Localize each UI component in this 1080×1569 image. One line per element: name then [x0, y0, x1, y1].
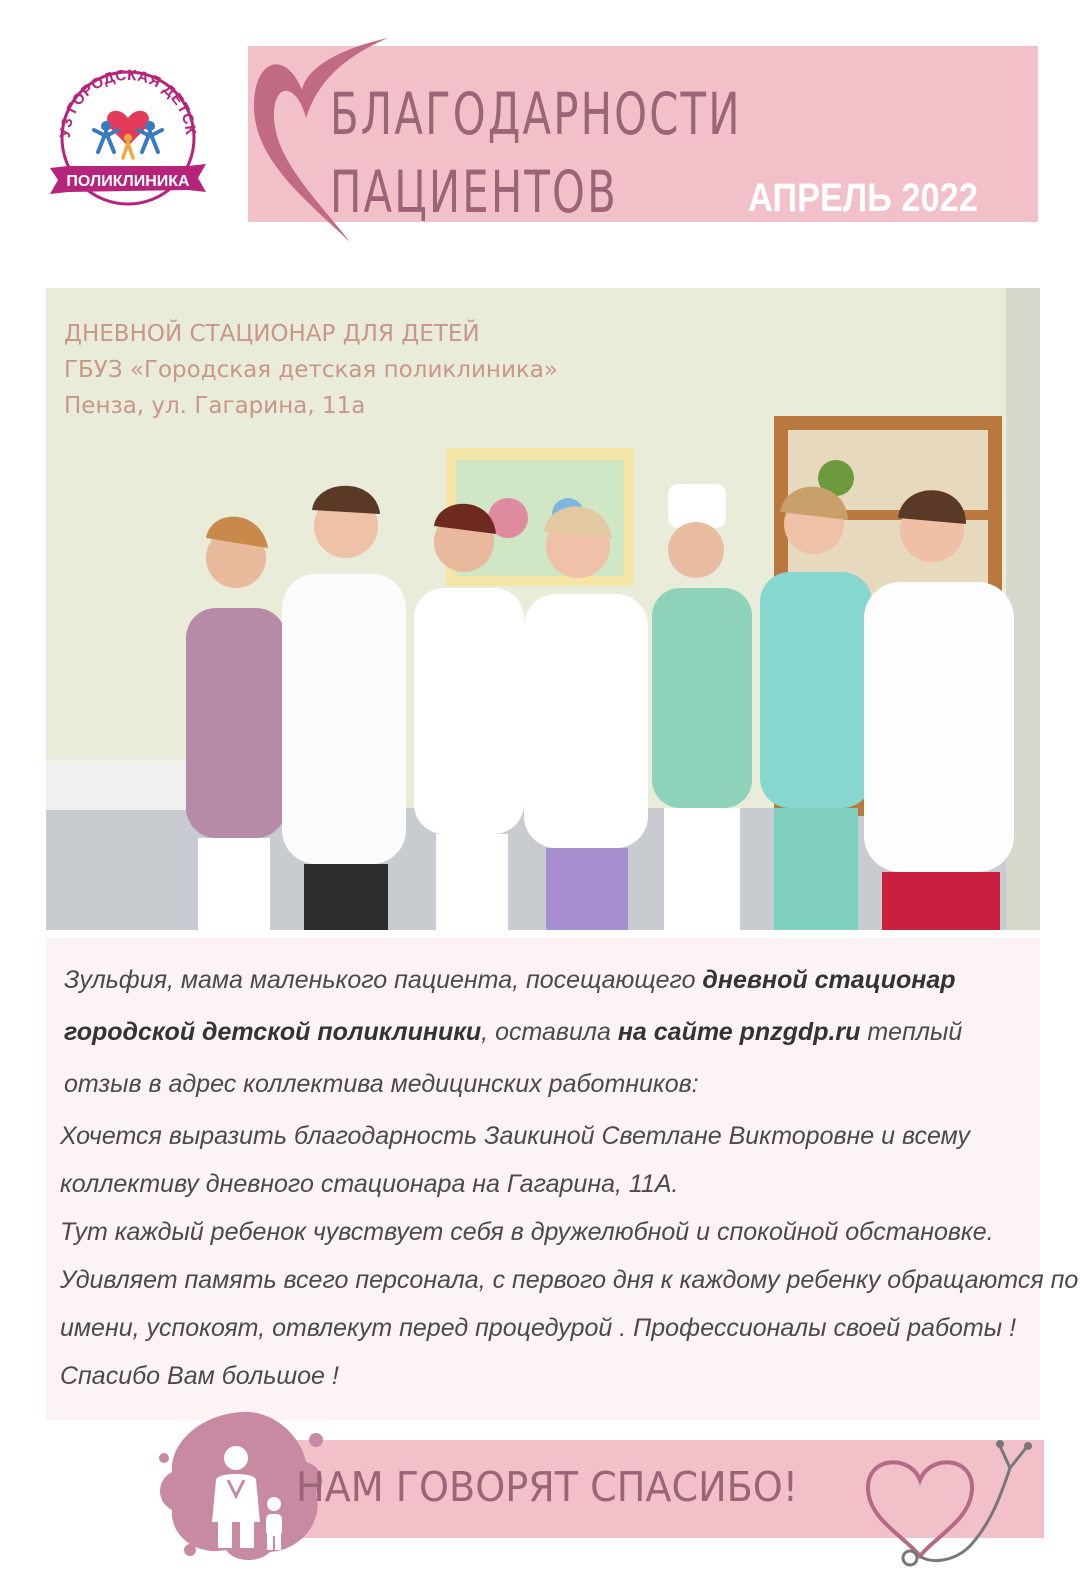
caption-clinic-name: ГБУЗ «Городская детская поликлиника» [64, 357, 558, 383]
quote-line: Удивляет память всего персонала, с первого дня к каждому ребенку обращаются по [60, 1266, 1079, 1294]
photo-caption [64, 316, 558, 424]
clinic-logo [48, 66, 208, 206]
logo-arc-text: УЗ ГОРОДСКАЯ ДЕТСК [56, 66, 200, 139]
quote-line: имени, успокоят, отвлекут перед процедурой . Профессионалы своей работы ! [60, 1314, 1017, 1342]
review-quote [60, 1112, 1079, 1400]
intro-bold-department: дневной стационар городской детской поликлиники [64, 966, 956, 1046]
quote-line: Тут каждый ребенок чувствует себя в дружелюбной и спокойной обстановке. [60, 1218, 994, 1246]
caption-department: ДНЕВНОЙ СТАЦИОНАР ДЛЯ ДЕТЕЙ [64, 321, 480, 347]
issue-month: АПРЕЛЬ 2022 [748, 176, 978, 220]
page-title-line-1: БЛАГОДАРНОСТИ [330, 80, 742, 148]
caption-address: Пенза, ул. Гагарина, 11а [64, 393, 366, 419]
quote-line: коллективу дневного стационара на Гагарина, 11А. [60, 1170, 679, 1198]
intro-text-3: теплый отзыв в адрес коллектива медицинских работников: [64, 1018, 963, 1098]
review-intro [64, 954, 1014, 1110]
quote-line: Хочется выразить благодарность Заикиной Светлане Викторовне и всему [60, 1122, 970, 1150]
intro-bold-website: на сайте pnzgdp.ru [617, 1018, 861, 1046]
stethoscope-heart-icon [850, 1428, 1050, 1568]
page-title-line-2: ПАЦИЕНТОВ [330, 158, 618, 226]
logo-ribbon-text: ПОЛИКЛИНИКА [66, 173, 190, 190]
intro-text-2: , оставила [481, 1018, 618, 1046]
quote-line: Спасибо Вам большое ! [60, 1362, 339, 1390]
intro-text-1: Зульфия, мама маленького пациента, посещающего [64, 966, 703, 994]
footer-slogan: НАМ ГОВОРЯТ СПАСИБО! [296, 1463, 799, 1511]
